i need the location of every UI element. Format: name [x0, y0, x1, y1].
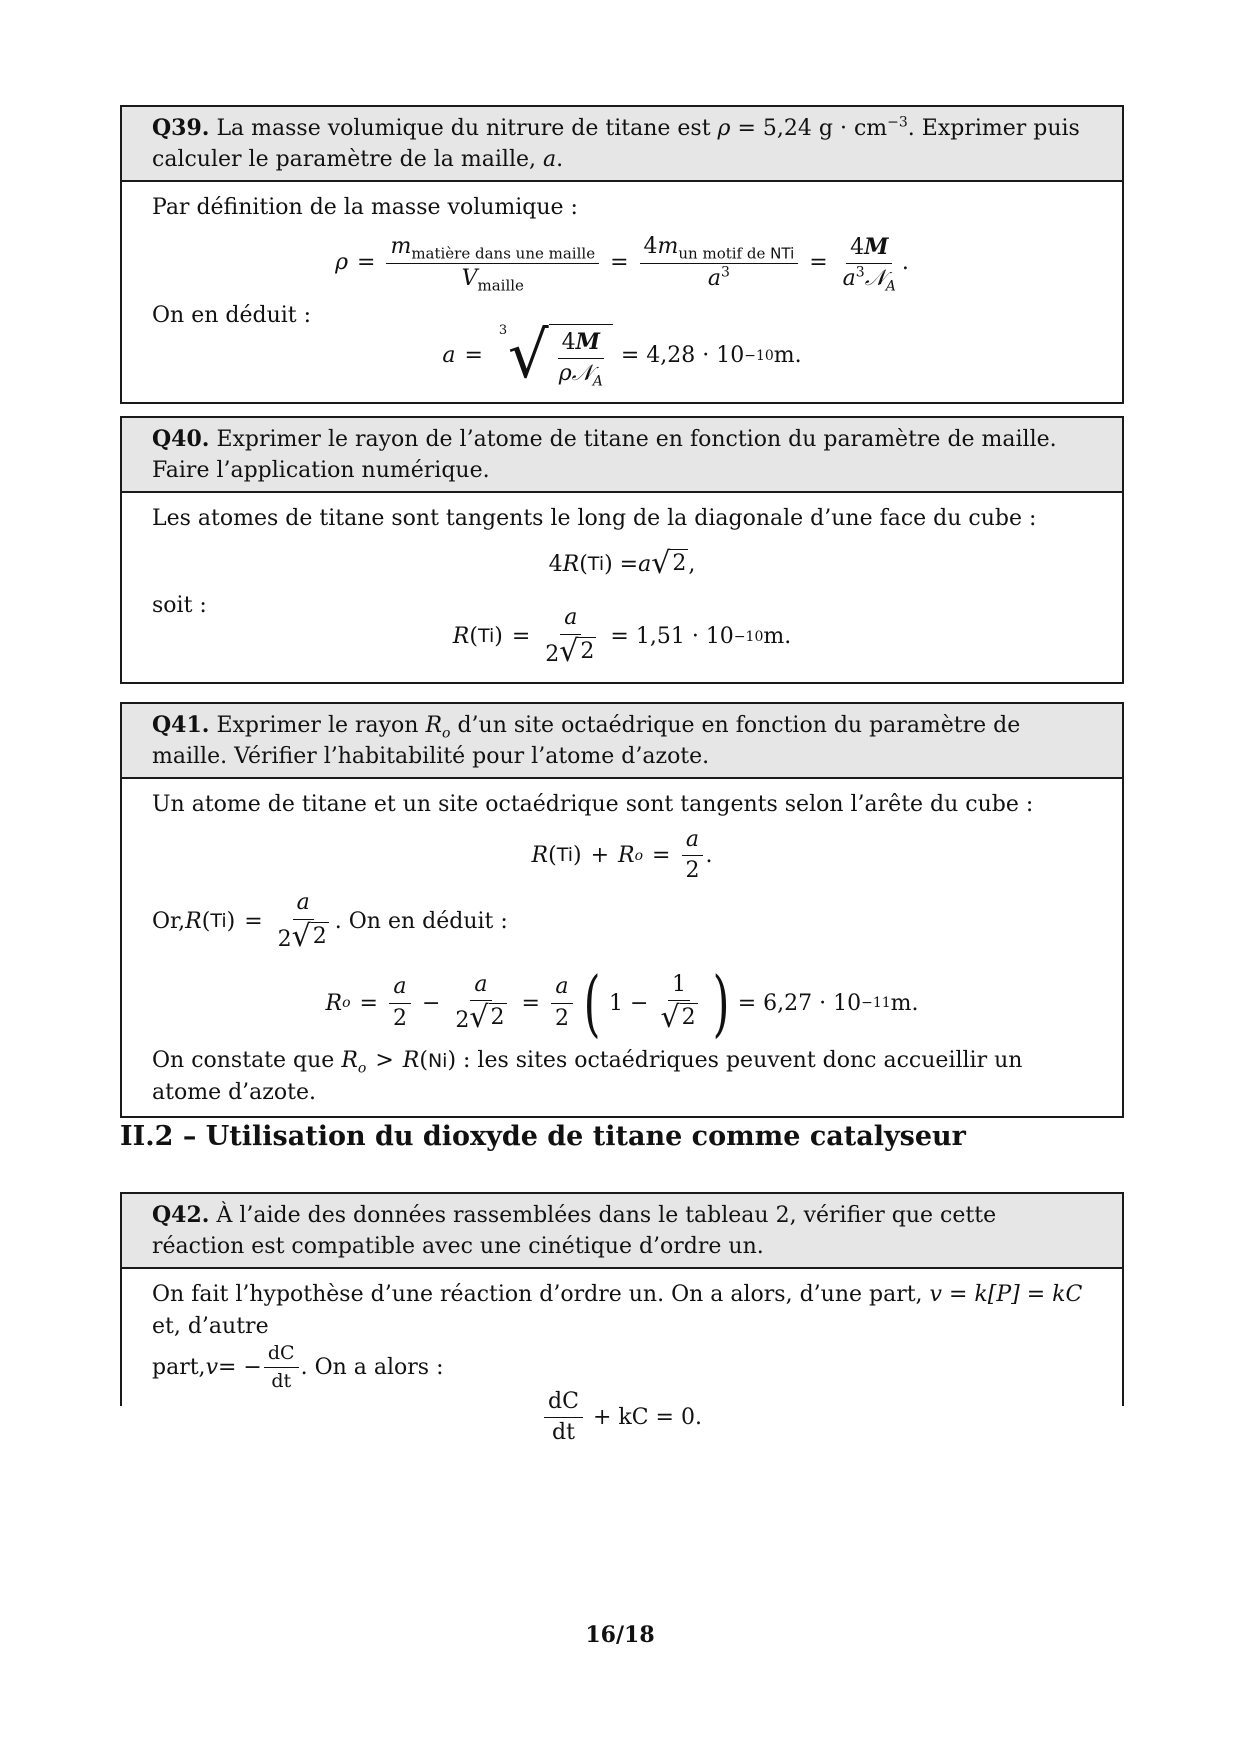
fraction: $\frac{4M}{\rho 𝒩_A}$ [558, 328, 603, 390]
question-box-q41 [120, 702, 1124, 1118]
equation-density: ρ = $\frac{m_{matière dans une maille}}{V_{maille}}$ = $\frac{4m_{un motif de NTi}}{a^3}$ = $\frac{4M}{a^3𝒩_A}$ . [335, 233, 909, 295]
fraction: $\frac{m_{matière dans une maille}}{V_{maille}}$ [386, 234, 599, 292]
question-number: Q40. [152, 426, 210, 452]
answer-text: On constate que $R_o > R(Ni)$ : les sites octaédriques peuvent donc accueillir un atome d’azote. [152, 1048, 1023, 1105]
fraction: a 2 √ 2 [455, 971, 505, 1036]
answer-body [122, 1269, 1122, 1460]
cube-root: 3 √ $\frac{4M}{\rho 𝒩_A}$ [508, 324, 613, 388]
equation-lattice-parameter: a = 3 √ $\frac{4M}{\rho 𝒩_A}$ = 4,28 · 10 −10 m. [442, 318, 802, 393]
fraction: a 2 √ 2 [277, 890, 327, 954]
question-header: Q42. À l’aide des données rassemblées dans le tableau 2, vérifier que cette réaction est compatible avec une cinétique d’ordre un. [122, 1194, 1122, 1269]
answer-body [122, 182, 1122, 401]
equation-titanium-radius: R ( Ti ) = a 2 √ 2 = 1,51 · 10 −10 m. [452, 605, 792, 669]
answer-text: Un atome de titane et un site octaédrique sont tangents selon l’arête du cube : [152, 792, 1034, 818]
fraction: $\frac{4M}{a^3𝒩_A}$ [842, 233, 896, 295]
fraction: $\frac{dC}{dt}$ [264, 1342, 299, 1393]
question-number: Q41. [152, 712, 210, 738]
fraction: a 2 √ 2 [545, 605, 595, 669]
question-number: Q39. [152, 115, 210, 141]
fraction: $\frac{4m_{un motif de NTi}}{a^3}$ [640, 234, 799, 292]
fraction: $\frac{a}{2}$ [681, 827, 703, 885]
question-box-q42 [120, 1192, 1124, 1445]
answer-text: On fait l’hypothèse d’une réaction d’ordre un. On a alors, d’une part, v = k[P] = kC et, d’autre [152, 1282, 1083, 1339]
square-root: √ 2 [651, 546, 687, 582]
answer-body [122, 493, 1122, 681]
question-header: Q39. La masse volumique du nitrure de titane est ρ = 5,24 $g \cdot cm^{-3}$. Exprimer puis calculer le paramètre de la maille, a. [122, 107, 1122, 182]
fraction: $\frac{dC}{dt}$ [544, 1389, 583, 1447]
equation-first-order: $\frac{dC}{dt}$ + kC = 0. [152, 1389, 1092, 1447]
equation-octahedral-radius: R o = $\frac{a}{2}$ − a 2 √ 2 = $\frac{a}{2}$ ( 1 − 1 √ 2 ) = 6,27 · 10 −11 m. [325, 961, 919, 1046]
answer-text: part, v = − $\frac{dC}{dt}$ . On a alors : [152, 1341, 444, 1392]
fraction: $\frac{a}{2}$ [389, 974, 411, 1032]
answer-text: Par définition de la masse volumique : [152, 195, 578, 221]
fraction: $\frac{a}{2}$ [551, 974, 573, 1032]
answer-body [122, 779, 1122, 1115]
answer-text: On en déduit : [152, 303, 312, 329]
answer-text: Or, R ( Ti ) = a 2 √ 2 . On en déduit : [152, 890, 508, 954]
page-number: 16/18 [585, 1622, 655, 1648]
question-header: Q41. Exprimer le rayon $R_o$ d’un site octaédrique en fonction du paramètre de maille. Vérifier l’habitabilité pour l’atome d’azote. [122, 704, 1122, 779]
equation-octahedral-tangency: R ( Ti ) + R o = $\frac{a}{2}$ . [531, 826, 713, 884]
question-box-q39 [120, 105, 1124, 404]
section-title: II.2 – Utilisation du dioxyde de titane comme catalyseur [120, 1121, 966, 1152]
answer-text: Les atomes de titane sont tangents le long de la diagonale d’une face du cube : [152, 506, 1037, 532]
question-number: Q42. [152, 1202, 210, 1228]
question-header: Q40. Exprimer le rayon de l’atome de titane en fonction du paramètre de maille. Faire l’application numérique. [122, 418, 1122, 493]
question-box-q40 [120, 416, 1124, 684]
fraction: 1 √ 2 [660, 971, 696, 1036]
answer-text: soit : [152, 592, 207, 618]
equation-tangency: 4 R ( Ti ) = a √ 2 , [548, 546, 696, 582]
